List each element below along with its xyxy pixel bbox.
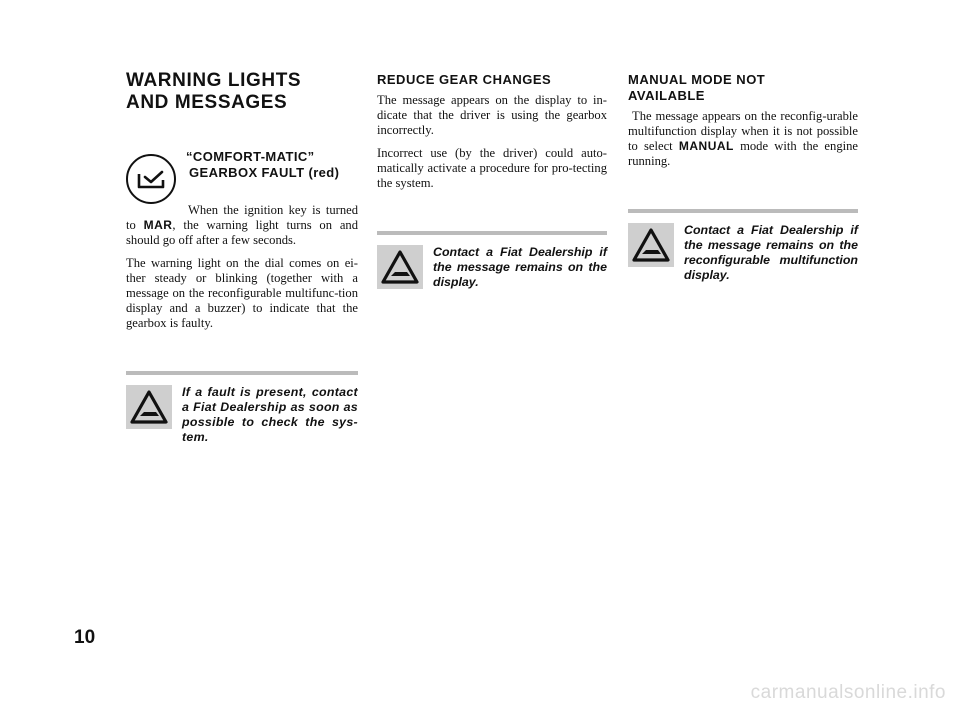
gearbox-fault-note <box>126 371 358 445</box>
gearbox-fault-title-line1: “COMFORT-MATIC” <box>186 149 315 164</box>
manual-mode-p1-text-end: mode with the engine running. <box>628 139 859 168</box>
warning-triangle-icon <box>628 223 674 267</box>
warning-triangle-icon <box>126 385 172 429</box>
gearbox-fault-paragraph-1 <box>126 203 358 248</box>
gearbox-fault-title <box>186 149 358 181</box>
page-title-line2: AND MESSAGES <box>126 92 288 113</box>
reduce-gear-changes-note <box>377 231 607 290</box>
page-title-line1: WARNING LIGHTS <box>126 70 302 91</box>
manual-mode-title-line2: AVAILABLE <box>628 88 705 103</box>
manual-mode-note <box>628 209 858 283</box>
column-left <box>126 70 358 445</box>
manual-mode-paragraph-1 <box>628 109 858 169</box>
manual-mode-p1-text: The message appears on the reconfig-urable multifunction display when it is not possible to select <box>628 109 858 153</box>
manual-mode-title <box>628 72 858 104</box>
watermark: carmanualsonline.info <box>750 682 946 703</box>
manual-mode-note-text: Contact a Fiat Dealership if the message remains on the reconfigurable multifunction display. <box>684 223 858 282</box>
keyword-manual: MANUAL <box>678 139 734 153</box>
column-middle <box>377 70 607 290</box>
gearbox-fault-p1-text-end: , the warning light turns on and should go off after a few seconds. <box>126 218 359 247</box>
page-number: 10 <box>74 627 96 648</box>
column-right <box>628 70 858 283</box>
reduce-gear-changes-note-text: Contact a Fiat Dealership if the message remains on the display. <box>433 245 607 289</box>
gearbox-fault-paragraph-2: The warning light on the dial comes on ei-ther steady or blinking (together with a message on the reconfigurable multifunc-tion display and a buzzer) to indicate that the gearbox is faulty. <box>126 256 358 330</box>
gearbox-fault-note-text: If a fault is present, contact a Fiat Dealership as soon as possible to check the sys-tem. <box>182 385 358 444</box>
reduce-gear-changes-paragraph-2: Incorrect use (by the driver) could auto-matically activate a procedure for pro-tecting the system. <box>377 146 607 190</box>
gearbox-fault-body <box>126 203 358 331</box>
gearbox-fault-icon <box>126 154 176 204</box>
manual-mode-title-line1: MANUAL MODE NOT <box>628 72 766 87</box>
gearbox-fault-header <box>126 149 358 203</box>
warning-triangle-icon <box>377 245 423 289</box>
reduce-gear-changes-title: REDUCE GEAR CHANGES <box>377 72 552 87</box>
gearbox-fault-p1-text: When the ignition key is turned to <box>126 203 358 232</box>
keyword-mar: MAR <box>143 218 173 232</box>
reduce-gear-changes-paragraph-1: The message appears on the display to in-dicate that the driver is using the gearbox incorrectly. <box>377 93 607 137</box>
gearbox-fault-title-line2: GEARBOX FAULT (red) <box>189 165 340 180</box>
page-title <box>126 70 358 114</box>
